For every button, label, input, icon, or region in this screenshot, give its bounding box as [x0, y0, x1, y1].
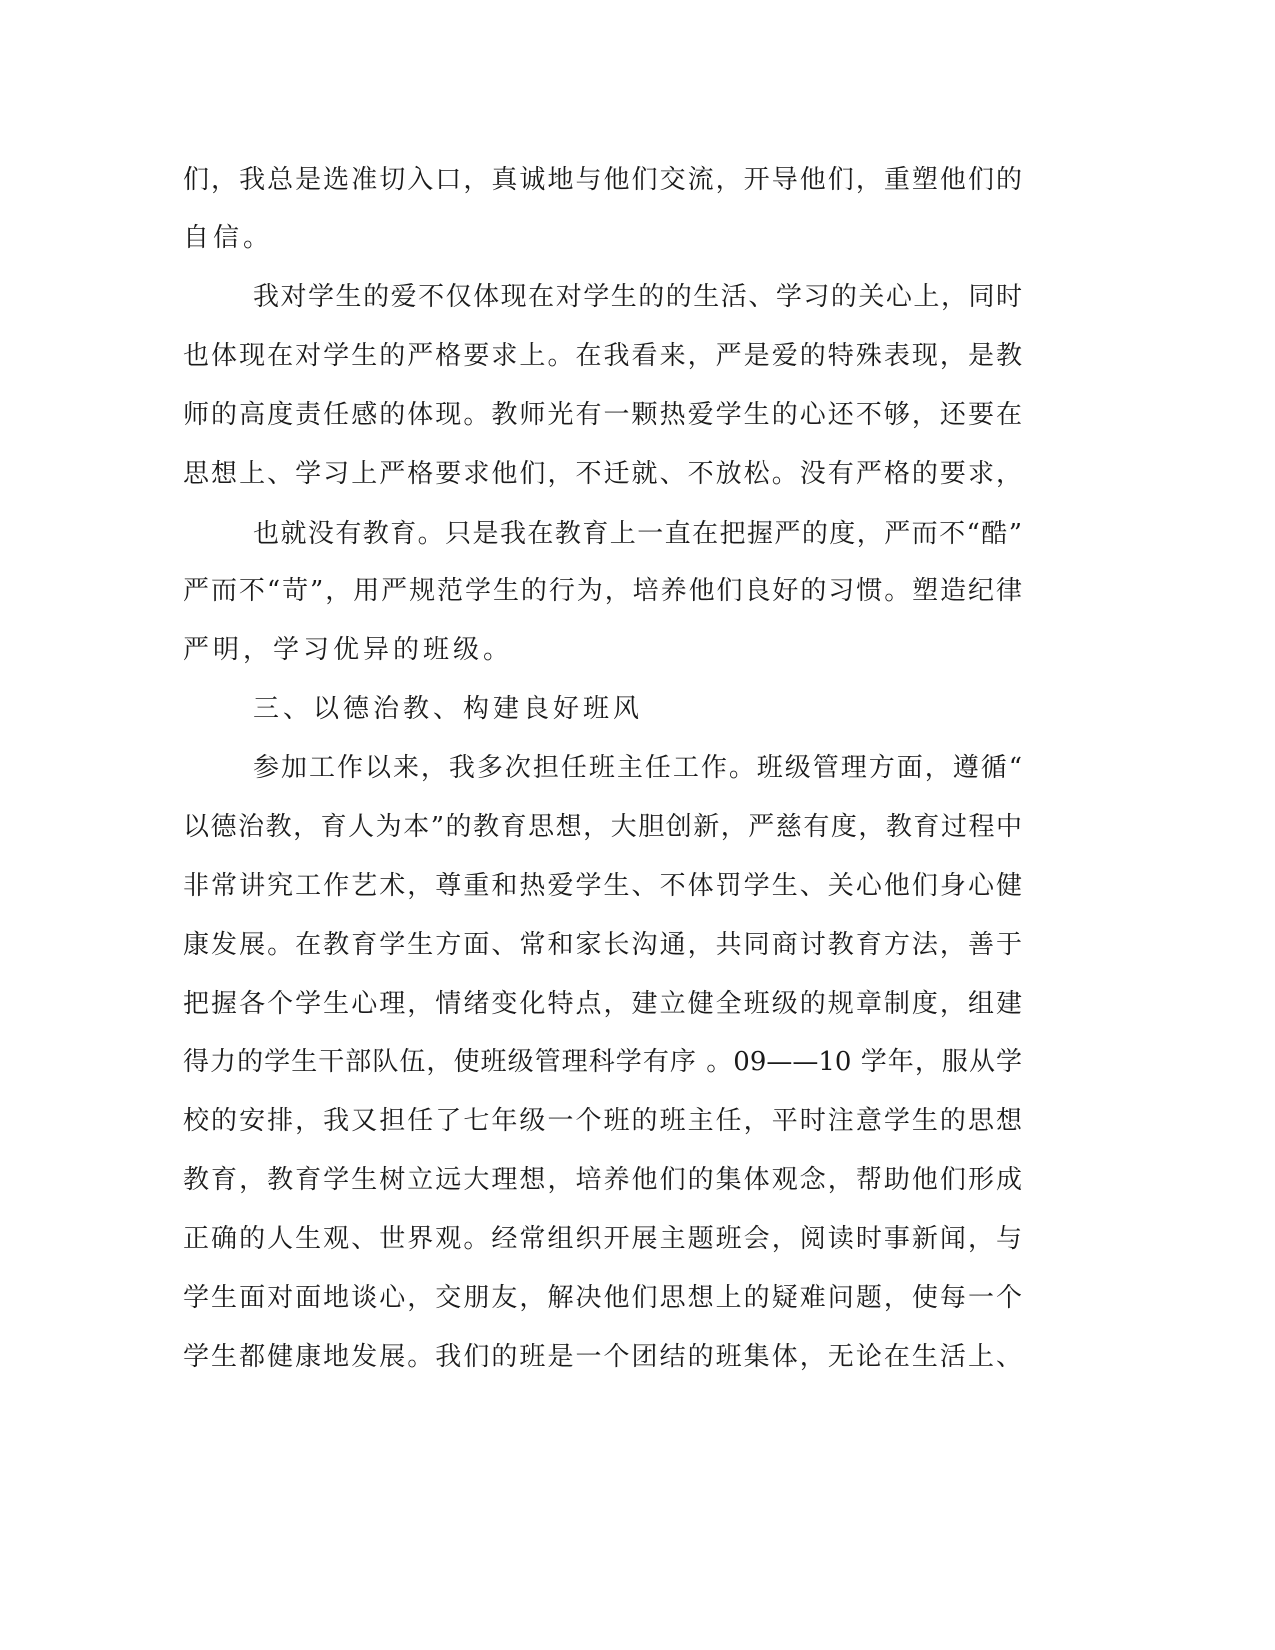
text-line: 非常讲究工作艺术，尊重和热爱学生、不体罚学生、关心他们身心健 [183, 871, 1022, 901]
text-line: 教育，教育学生树立远大理想，培养他们的集体观念，帮助他们形成 [183, 1165, 1022, 1195]
text-line: 以德治教，育人为本”的教育思想，大胆创新，严慈有度，教育过程中 [183, 812, 1022, 842]
text-line: 得力的学生干部队伍，使班级管理科学有序 。09——10 学年，服从学 [183, 1047, 1022, 1077]
text-line: 学生面对面地谈心，交朋友，解决他们思想上的疑难问题，使每一个 [183, 1283, 1022, 1313]
text-line: 思想上、学习上严格要求他们，不迁就、不放松。没有严格的要求， [183, 459, 1022, 489]
text-line: 学生都健康地发展。我们的班是一个团结的班集体，无论在生活上、 [183, 1342, 1022, 1372]
section-heading: 三、以德治教、构建良好班风 [253, 694, 644, 724]
text-line: 严明，学习优异的班级。 [183, 635, 514, 665]
text-line: 严而不“苛”，用严规范学生的行为，培养他们良好的习惯。塑造纪律 [183, 576, 1022, 606]
text-line: 也体现在对学生的严格要求上。在我看来，严是爱的特殊表现，是教 [183, 341, 1022, 371]
text-line: 我对学生的爱不仅体现在对学生的的生活、学习的关心上，同时 [253, 282, 1022, 312]
text-line: 校的安排，我又担任了七年级一个班的班主任，平时注意学生的思想 [183, 1106, 1022, 1136]
text-line: 师的高度责任感的体现。教师光有一颗热爱学生的心还不够，还要在 [183, 400, 1022, 430]
text-line: 正确的人生观、世界观。经常组织开展主题班会，阅读时事新闻，与 [183, 1224, 1022, 1254]
text-line: 自信。 [183, 223, 274, 253]
text-line: 们，我总是选准切入口，真诚地与他们交流，开导他们，重塑他们的 [183, 165, 1022, 195]
text-line: 也就没有教育。只是我在教育上一直在把握严的度，严而不“酷” [253, 519, 1022, 549]
text-line: 把握各个学生心理，情绪变化特点，建立健全班级的规章制度，组建 [183, 989, 1022, 1019]
text-line: 参加工作以来，我多次担任班主任工作。班级管理方面，遵循“ [253, 753, 1022, 783]
text-line: 康发展。在教育学生方面、常和家长沟通，共同商讨教育方法，善于 [183, 930, 1022, 960]
